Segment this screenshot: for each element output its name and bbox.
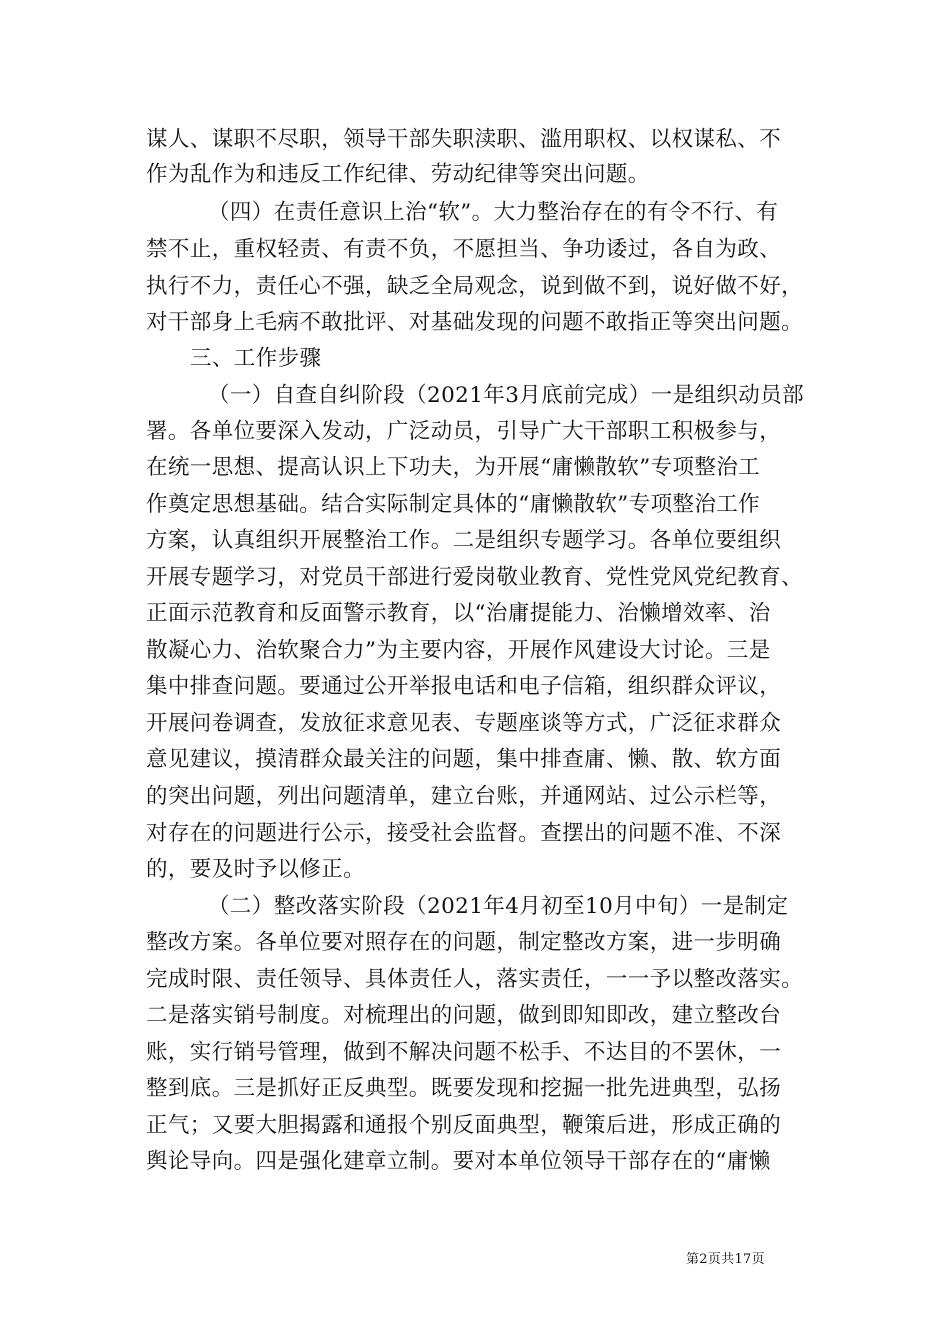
text-line: 账，实行销号管理，做到不解决问题不松手、不达目的不罢休，一: [146, 1040, 782, 1065]
text-line: 正面示范教育和反面警示教育，以“治庸提能力、治懒增效率、治: [146, 601, 771, 626]
text-line: 意见建议，摸清群众最关注的问题，集中排查庸、懒、散、软方面: [146, 747, 782, 772]
text-line: 开展专题学习，对党员干部进行爱岗敬业教育、党性党风党纪教育、: [146, 565, 804, 590]
text-line: 对干部身上毛病不敢批评、对基础发现的问题不敢指正等突出问题。: [146, 310, 804, 335]
text-line: 对存在的问题进行公示，接受社会监督。查摆出的问题不准、不深: [146, 821, 782, 846]
section-heading: 三、工作步骤: [190, 346, 322, 371]
text-line: 完成时限、责任领导、具体责任人，落实责任，一一予以整改落实。: [146, 967, 804, 992]
text-line: （二）整改落实阶段（2021年4月初至10月中旬）一是制定: [208, 894, 789, 919]
page-number: 第2页共17页: [686, 1252, 765, 1267]
text-line: 执行不力，责任心不强，缺乏全局观念，说到做不到，说好做不好，: [146, 274, 804, 299]
text-line: 散凝心力、治软聚合力”为主要内容，开展作风建设大讨论。三是: [146, 638, 771, 663]
text-line: 谋人、谋职不尽职，领导干部失职渎职、滥用职权、以权谋私、不: [146, 127, 782, 152]
text-line: 的突出问题，列出问题清单，建立台账，并通网站、过公示栏等，: [146, 784, 782, 809]
text-line: 整改方案。各单位要对照存在的问题，制定整改方案，进一步明确: [146, 930, 782, 955]
text-line: （一）自查自纠阶段（2021年3月底前完成）一是组织动员部: [208, 383, 804, 408]
text-line: 的，要及时予以修正。: [146, 857, 366, 882]
text-line: 开展问卷调查，发放征求意见表、专题座谈等方式，广泛征求群众: [146, 711, 782, 736]
text-line: 作奠定思想基础。结合实际制定具体的“庸懒散软”专项整治工作: [146, 492, 761, 517]
text-line: 整到底。三是抓好正反典型。既要发现和挖掘一批先进典型，弘扬: [146, 1076, 782, 1101]
text-line: 方案，认真组织开展整治工作。二是组织专题学习。各单位要组织: [146, 528, 782, 553]
text-line: 正气；又要大胆揭露和通报个别反面典型，鞭策后进，形成正确的: [146, 1113, 782, 1138]
text-line: （四）在责任意识上治“软”。大力整治存在的有令不行、有: [208, 200, 779, 225]
text-line: 二是落实销号制度。对梳理出的问题，做到即知即改，建立整改台: [146, 1003, 782, 1028]
text-line: 集中排查问题。要通过公开举报电话和电子信箱，组织群众评议，: [146, 674, 782, 699]
text-line: 在统一思想、提高认识上下功夫，为开展“庸懒散软”专项整治工: [146, 455, 761, 480]
text-line: 作为乱作为和违反工作纪律、劳动纪律等突出问题。: [146, 162, 650, 187]
text-line: 舆论导向。四是强化建章立制。要对本单位领导干部存在的“庸懒: [146, 1149, 771, 1174]
text-line: 禁不止，重权轻责、有责不负，不愿担当、争功诿过，各自为政、: [146, 237, 782, 262]
text-line: 署。各单位要深入发动，广泛动员，引导广大干部职工积极参与，: [146, 419, 782, 444]
